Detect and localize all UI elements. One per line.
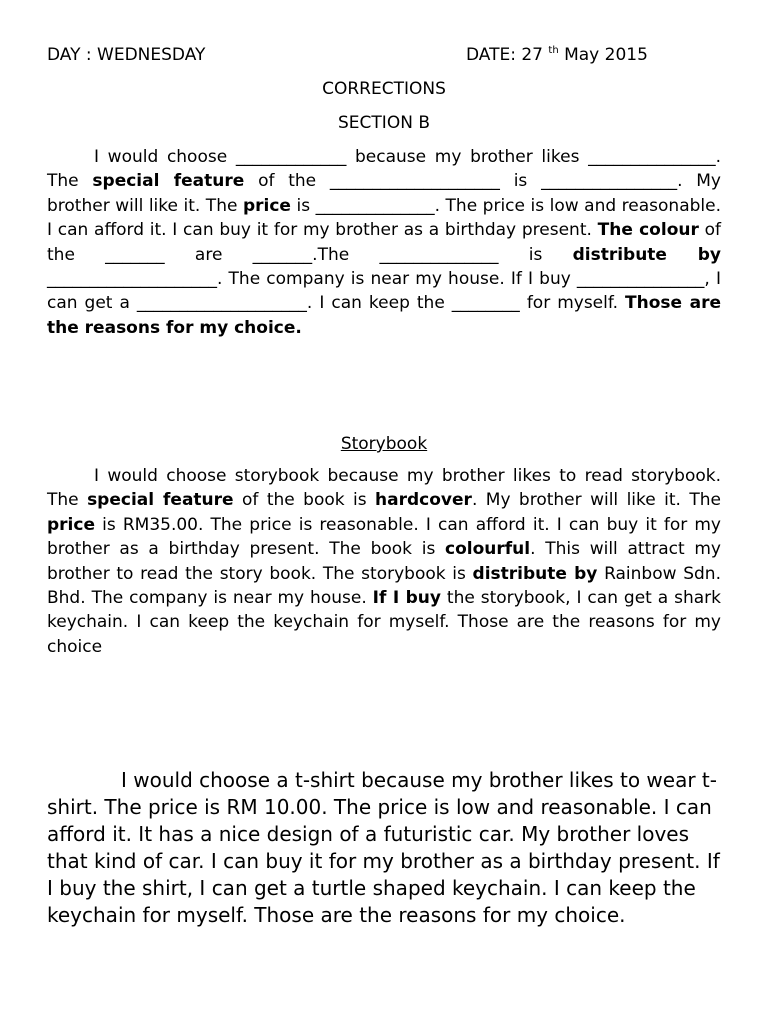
template-bold-1: special feature xyxy=(92,171,245,192)
storybook-text-1: I would choose storybook because my brother likes to read storybook. The xyxy=(47,466,721,511)
template-bold-5: Those are the reasons for my choice. xyxy=(47,293,721,338)
template-text-5: ____________________. The company is near my house. If I buy _______________, I can get a ____________________. I can keep the ________ for myself. xyxy=(47,269,721,314)
template-bold-3: The colour xyxy=(597,220,699,241)
date-superscript: th xyxy=(548,45,559,56)
storybook-paragraph xyxy=(47,464,721,659)
section-title: SECTION B xyxy=(338,113,430,133)
template-paragraph xyxy=(47,145,721,340)
storybook-bold-2: hardcover xyxy=(375,490,472,511)
date-suffix: May 2015 xyxy=(564,45,648,65)
storybook-text-2: of the book is xyxy=(233,490,376,511)
storybook-bold-4: colourful xyxy=(445,539,531,560)
storybook-bold-5: distribute by xyxy=(472,563,598,584)
template-text-2: of the ____________________ is ________________. My brother will like it. The xyxy=(47,171,721,216)
template-text-4: of the _______ are _______.The ______________ is xyxy=(47,220,721,265)
tshirt-paragraph: I would choose a t-shirt because my brother likes to wear t-shirt. The price is RM 10.00. The price is low and reasonable. I can afford it. It has a nice design of a futuristic car. My brother loves that kind of car. I can buy it for my brother as a birthday present. If I buy the shirt, I can get a turtle shaped keychain. I can keep the keychain for myself. Those are the reasons for my choice. xyxy=(47,768,720,927)
storybook-text-4: is RM35.00. The price is reasonable. I can afford it. I can buy it for my brother as a birthday present. The book is xyxy=(47,514,721,560)
storybook-bold-3: price xyxy=(47,514,95,535)
template-text-3: is ______________. The price is low and reasonable. I can afford it. I can buy it for my brother as a birthday present. xyxy=(47,195,722,241)
header-row xyxy=(47,44,707,68)
storybook-text-6: Rainbow Sdn. Bhd. The company is near my house. xyxy=(47,563,721,609)
template-bold-4: distribute by xyxy=(572,244,721,265)
storybook-title: Storybook xyxy=(340,434,428,454)
day-label: DAY : WEDNESDAY xyxy=(47,45,206,65)
storybook-bold-6: If I buy xyxy=(372,588,441,609)
storybook-text-5: . This will attract my brother to read the story book. The storybook is xyxy=(47,539,721,584)
corrections-title: CORRECTIONS xyxy=(322,79,446,99)
date-prefix: DATE: 27 xyxy=(466,45,543,65)
storybook-bold-1: special feature xyxy=(87,490,234,511)
storybook-text-3: . My brother will like it. The xyxy=(471,490,721,511)
storybook-text-7: the storybook, I can get a shark keychain. I can keep the keychain for myself. Those are the reasons for my choice xyxy=(47,588,721,657)
template-bold-2: price xyxy=(242,195,291,216)
date-label xyxy=(466,44,648,66)
template-text-1: I would choose _____________ because my brother likes _______________. The xyxy=(47,147,721,192)
